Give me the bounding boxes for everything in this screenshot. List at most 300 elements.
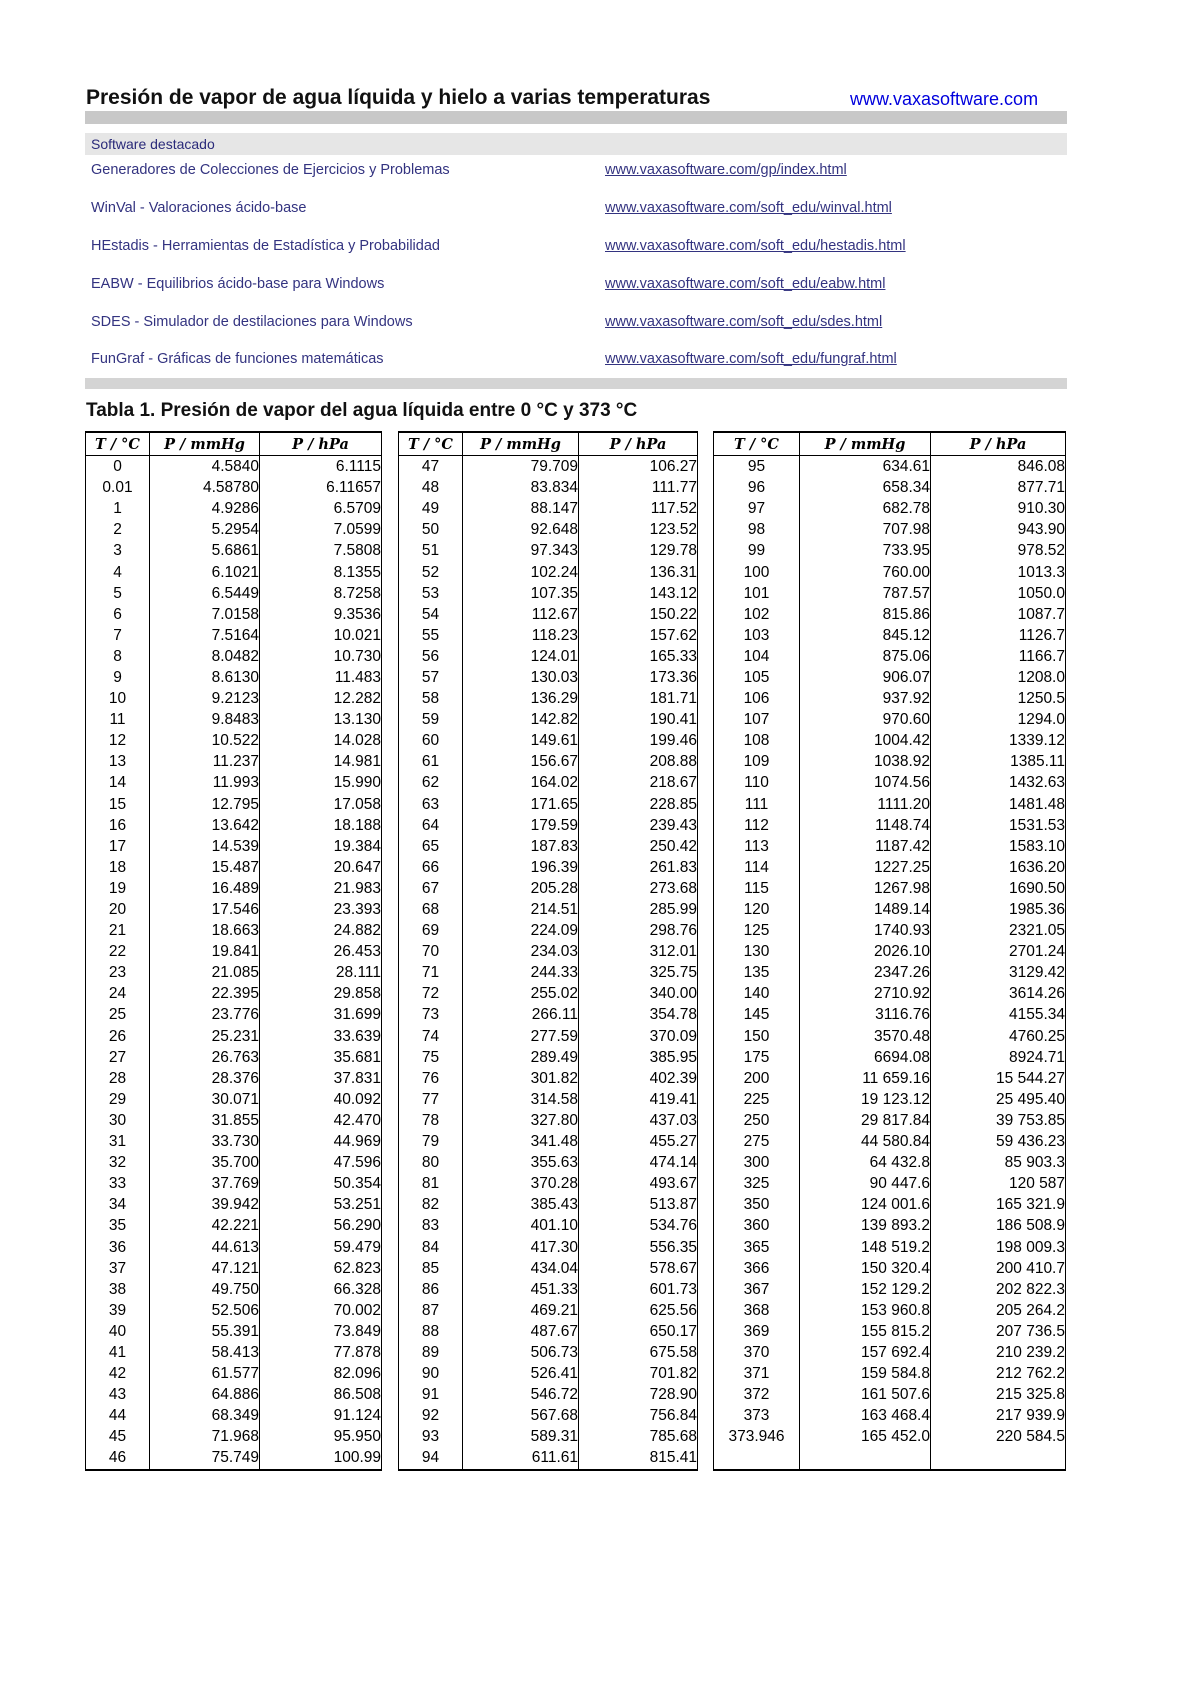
cell-pressure-mmhg: 341.48: [463, 1131, 579, 1152]
cell-pressure-hpa: 6.1115: [260, 456, 382, 478]
cell-temperature: 78: [399, 1110, 463, 1131]
table-row: [714, 1342, 1066, 1363]
cell-pressure-hpa: 40.092: [260, 1089, 382, 1110]
table-row: [86, 1258, 382, 1279]
cell-temperature: 69: [399, 920, 463, 941]
table-row: [399, 1173, 698, 1194]
cell-pressure-hpa: 215 325.8: [931, 1384, 1066, 1405]
cell-pressure-mmhg: 102.24: [463, 561, 579, 582]
cell-temperature: 83: [399, 1215, 463, 1236]
table-row: [86, 688, 382, 709]
featured-heading-label: Software destacado: [91, 136, 215, 152]
cell-pressure-hpa: 474.14: [579, 1152, 698, 1173]
cell-temperature: 72: [399, 983, 463, 1004]
cell-pressure-hpa: 1126.7: [931, 625, 1066, 646]
cell-pressure-hpa: 198 009.3: [931, 1236, 1066, 1257]
cell-pressure-hpa: 73.849: [260, 1321, 382, 1342]
cell-pressure-hpa: 10.021: [260, 625, 382, 646]
cell-pressure-mmhg: 107.35: [463, 583, 579, 604]
cell-temperature: 10: [86, 688, 150, 709]
cell-pressure-mmhg: 4.5840: [150, 456, 260, 478]
cell-pressure-hpa: 157.62: [579, 625, 698, 646]
cell-pressure-hpa: 10.730: [260, 646, 382, 667]
cell-pressure-hpa: 42.470: [260, 1110, 382, 1131]
cell-temperature: 17: [86, 836, 150, 857]
cell-temperature: 32: [86, 1152, 150, 1173]
cell-pressure-mmhg: 25.231: [150, 1026, 260, 1047]
cell-pressure-hpa: 33.639: [260, 1026, 382, 1047]
cell-temperature: 350: [714, 1194, 800, 1215]
table-row: [86, 857, 382, 878]
table-row: [399, 625, 698, 646]
cell-temperature: 44: [86, 1405, 150, 1426]
table-row: [714, 604, 1066, 625]
cell-temperature: 31: [86, 1131, 150, 1152]
table-row: [86, 561, 382, 582]
cell-temperature: 99: [714, 540, 800, 561]
cell-temperature: 367: [714, 1279, 800, 1300]
cell-pressure-mmhg: 139 893.2: [800, 1215, 931, 1236]
cell-pressure-mmhg: 83.834: [463, 477, 579, 498]
featured-item-link[interactable]: www.vaxasoftware.com/soft_edu/eabw.html: [605, 276, 886, 292]
cell-pressure-mmhg: 44.613: [150, 1236, 260, 1257]
cell-pressure-mmhg: 42.221: [150, 1215, 260, 1236]
table-row: [86, 1405, 382, 1426]
cell-pressure-hpa: 53.251: [260, 1194, 382, 1215]
cell-temperature: 3: [86, 540, 150, 561]
cell-pressure-hpa: 181.71: [579, 688, 698, 709]
cell-pressure-mmhg: 19 123.12: [800, 1089, 931, 1110]
cell-temperature: 50: [399, 519, 463, 540]
table-row: [86, 667, 382, 688]
cell-pressure-mmhg: 7.0158: [150, 604, 260, 625]
cell-pressure-mmhg: 10.522: [150, 730, 260, 751]
cell-temperature: 109: [714, 751, 800, 772]
cell-pressure-mmhg: 90 447.6: [800, 1173, 931, 1194]
cell-pressure-mmhg: 52.506: [150, 1300, 260, 1321]
cell-pressure-mmhg: 401.10: [463, 1215, 579, 1236]
cell-temperature: 111: [714, 794, 800, 815]
cell-pressure-hpa: 910.30: [931, 498, 1066, 519]
table-row: [399, 1026, 698, 1047]
cell-temperature: 73: [399, 1004, 463, 1025]
cell-pressure-mmhg: 314.58: [463, 1089, 579, 1110]
cell-pressure-hpa: 202 822.3: [931, 1279, 1066, 1300]
col-header-hpa: P / hPa: [931, 432, 1066, 456]
cell-temperature: 19: [86, 878, 150, 899]
site-link[interactable]: www.vaxasoftware.com: [850, 89, 1039, 109]
table-row: [714, 1152, 1066, 1173]
table-row: [86, 1426, 382, 1447]
cell-temperature: 45: [86, 1426, 150, 1447]
cell-temperature: 34: [86, 1194, 150, 1215]
cell-temperature: 200: [714, 1068, 800, 1089]
table-row: [86, 1131, 382, 1152]
table-row: [86, 1173, 382, 1194]
col-header-hpa: P / hPa: [260, 432, 382, 456]
table-row: [714, 1110, 1066, 1131]
table-row: [86, 1152, 382, 1173]
cell-temperature: 115: [714, 878, 800, 899]
table-row: [714, 1089, 1066, 1110]
table-row: [714, 1258, 1066, 1279]
table-row: [86, 815, 382, 836]
cell-pressure-hpa: 200 410.7: [931, 1258, 1066, 1279]
cell-temperature: 9: [86, 667, 150, 688]
cell-temperature: 107: [714, 709, 800, 730]
cell-pressure-mmhg: 11.993: [150, 772, 260, 793]
cell-pressure-mmhg: 2710.92: [800, 983, 931, 1004]
cell-pressure-hpa: 111.77: [579, 477, 698, 498]
cell-pressure-hpa: 95.950: [260, 1426, 382, 1447]
table-row: [714, 1215, 1066, 1236]
cell-temperature: 46: [86, 1447, 150, 1469]
table-row: [714, 1047, 1066, 1068]
table-row: [399, 498, 698, 519]
cell-temperature: 7: [86, 625, 150, 646]
cell-temperature: 2: [86, 519, 150, 540]
cell-pressure-mmhg: 157 692.4: [800, 1342, 931, 1363]
cell-pressure-hpa: 312.01: [579, 941, 698, 962]
cell-pressure-mmhg: 33.730: [150, 1131, 260, 1152]
cell-pressure-mmhg: 179.59: [463, 815, 579, 836]
cell-pressure-hpa: 756.84: [579, 1405, 698, 1426]
cell-temperature: 63: [399, 794, 463, 815]
cell-temperature: 5: [86, 583, 150, 604]
cell-pressure-hpa: 578.67: [579, 1258, 698, 1279]
cell-pressure-mmhg: 18.663: [150, 920, 260, 941]
cell-temperature: 80: [399, 1152, 463, 1173]
cell-pressure-mmhg: 5.2954: [150, 519, 260, 540]
cell-pressure-hpa: 534.76: [579, 1215, 698, 1236]
cell-pressure-hpa: 978.52: [931, 540, 1066, 561]
cell-temperature: 84: [399, 1236, 463, 1257]
cell-pressure-hpa: 273.68: [579, 878, 698, 899]
cell-pressure-hpa: 50.354: [260, 1173, 382, 1194]
cell-temperature: 51: [399, 540, 463, 561]
cell-temperature: 6: [86, 604, 150, 625]
cell-pressure-mmhg: 6694.08: [800, 1047, 931, 1068]
cell-pressure-mmhg: 21.085: [150, 962, 260, 983]
table-row: [399, 1258, 698, 1279]
table-row: [399, 1194, 698, 1215]
cell-pressure-mmhg: 634.61: [800, 456, 931, 478]
table-row: [399, 878, 698, 899]
cell-temperature: 70: [399, 941, 463, 962]
table-row: [399, 540, 698, 561]
table-row: [399, 1279, 698, 1300]
cell-temperature: 371: [714, 1363, 800, 1384]
cell-temperature: 8: [86, 646, 150, 667]
cell-pressure-hpa: 100.99: [260, 1447, 382, 1469]
cell-pressure-hpa: 701.82: [579, 1363, 698, 1384]
cell-temperature: 11: [86, 709, 150, 730]
cell-pressure-hpa: 370.09: [579, 1026, 698, 1047]
cell-temperature: 23: [86, 962, 150, 983]
cell-pressure-hpa: 129.78: [579, 540, 698, 561]
cell-pressure-mmhg: 546.72: [463, 1384, 579, 1405]
cell-pressure-mmhg: 75.749: [150, 1447, 260, 1469]
table-row: [399, 794, 698, 815]
cell-pressure-mmhg: 30.071: [150, 1089, 260, 1110]
cell-pressure-hpa: 186 508.9: [931, 1215, 1066, 1236]
cell-pressure-hpa: 1531.53: [931, 815, 1066, 836]
cell-pressure-hpa: 1166.7: [931, 646, 1066, 667]
cell-pressure-mmhg: 289.49: [463, 1047, 579, 1068]
cell-pressure-hpa: 199.46: [579, 730, 698, 751]
cell-pressure-mmhg: 1740.93: [800, 920, 931, 941]
cell-pressure-mmhg: 11.237: [150, 751, 260, 772]
cell-pressure-hpa: 25 495.40: [931, 1089, 1066, 1110]
cell-pressure-hpa: 82.096: [260, 1363, 382, 1384]
table-row: [399, 1131, 698, 1152]
cell-temperature: 60: [399, 730, 463, 751]
cell-pressure-hpa: [931, 1447, 1066, 1469]
table-row: [399, 772, 698, 793]
cell-pressure-hpa: 17.058: [260, 794, 382, 815]
cell-pressure-mmhg: 469.21: [463, 1300, 579, 1321]
cell-pressure-hpa: 14.028: [260, 730, 382, 751]
cell-temperature: 29: [86, 1089, 150, 1110]
col-header-mmhg: P / mmHg: [463, 432, 579, 456]
cell-pressure-mmhg: 506.73: [463, 1342, 579, 1363]
table-row: [86, 1004, 382, 1025]
cell-temperature: 62: [399, 772, 463, 793]
cell-pressure-hpa: 650.17: [579, 1321, 698, 1342]
table-row: [86, 604, 382, 625]
cell-pressure-mmhg: 9.2123: [150, 688, 260, 709]
cell-temperature: 373: [714, 1405, 800, 1426]
cell-pressure-mmhg: 136.29: [463, 688, 579, 709]
cell-temperature: 369: [714, 1321, 800, 1342]
cell-pressure-mmhg: 3116.76: [800, 1004, 931, 1025]
featured-item-name: EABW - Equilibrios ácido-base para Windows: [91, 276, 385, 292]
cell-temperature: 373.946: [714, 1426, 800, 1447]
table-row: [714, 498, 1066, 519]
featured-item: [91, 162, 1067, 182]
table-row: [714, 751, 1066, 772]
cell-pressure-hpa: 601.73: [579, 1279, 698, 1300]
cell-pressure-mmhg: 196.39: [463, 857, 579, 878]
cell-temperature: 21: [86, 920, 150, 941]
cell-temperature: 58: [399, 688, 463, 709]
cell-pressure-mmhg: [800, 1447, 931, 1469]
cell-pressure-hpa: 8924.71: [931, 1047, 1066, 1068]
cell-pressure-mmhg: 8.0482: [150, 646, 260, 667]
cell-temperature: 49: [399, 498, 463, 519]
table-row: [399, 667, 698, 688]
table-row: [714, 1173, 1066, 1194]
bottom-divider-bar: [85, 378, 1067, 389]
cell-temperature: 102: [714, 604, 800, 625]
table-row: [714, 646, 1066, 667]
table-row: [86, 646, 382, 667]
cell-pressure-hpa: 39 753.85: [931, 1110, 1066, 1131]
table-row: [714, 477, 1066, 498]
table-row: [86, 1321, 382, 1342]
cell-pressure-mmhg: 266.11: [463, 1004, 579, 1025]
cell-pressure-mmhg: 187.83: [463, 836, 579, 857]
cell-pressure-hpa: 23.393: [260, 899, 382, 920]
cell-pressure-mmhg: 130.03: [463, 667, 579, 688]
table-row: [399, 730, 698, 751]
cell-pressure-hpa: 120 587: [931, 1173, 1066, 1194]
cell-temperature: 108: [714, 730, 800, 751]
cell-temperature: 57: [399, 667, 463, 688]
cell-pressure-mmhg: 733.95: [800, 540, 931, 561]
cell-pressure-mmhg: 658.34: [800, 477, 931, 498]
cell-pressure-hpa: 513.87: [579, 1194, 698, 1215]
cell-pressure-hpa: 1087.7: [931, 604, 1066, 625]
cell-pressure-hpa: 165 321.9: [931, 1194, 1066, 1215]
table-row: [86, 1300, 382, 1321]
cell-pressure-hpa: 437.03: [579, 1110, 698, 1131]
table-row: [399, 1384, 698, 1405]
cell-temperature: 101: [714, 583, 800, 604]
cell-pressure-mmhg: 17.546: [150, 899, 260, 920]
cell-pressure-mmhg: 370.28: [463, 1173, 579, 1194]
featured-item-link[interactable]: www.vaxasoftware.com/soft_edu/hestadis.html: [605, 238, 906, 254]
featured-item-link[interactable]: www.vaxasoftware.com/soft_edu/winval.html: [605, 200, 892, 216]
cell-pressure-mmhg: 150 320.4: [800, 1258, 931, 1279]
cell-pressure-mmhg: 153 960.8: [800, 1300, 931, 1321]
table-row: [714, 899, 1066, 920]
cell-pressure-mmhg: 22.395: [150, 983, 260, 1004]
cell-pressure-mmhg: 8.6130: [150, 667, 260, 688]
cell-pressure-mmhg: 3570.48: [800, 1026, 931, 1047]
cell-pressure-mmhg: 124.01: [463, 646, 579, 667]
cell-temperature: 88: [399, 1321, 463, 1342]
table-row: [86, 751, 382, 772]
cell-pressure-hpa: 12.282: [260, 688, 382, 709]
cell-temperature: 86: [399, 1279, 463, 1300]
cell-temperature: 175: [714, 1047, 800, 1068]
featured-item-link[interactable]: www.vaxasoftware.com/soft_edu/sdes.html: [605, 314, 883, 330]
cell-temperature: 67: [399, 878, 463, 899]
table-row: [714, 519, 1066, 540]
cell-pressure-mmhg: 6.5449: [150, 583, 260, 604]
cell-temperature: 96: [714, 477, 800, 498]
cell-temperature: 71: [399, 962, 463, 983]
cell-temperature: 95: [714, 456, 800, 478]
cell-temperature: 77: [399, 1089, 463, 1110]
cell-pressure-mmhg: 760.00: [800, 561, 931, 582]
cell-temperature: 120: [714, 899, 800, 920]
cell-pressure-mmhg: 906.07: [800, 667, 931, 688]
cell-pressure-hpa: 15.990: [260, 772, 382, 793]
cell-temperature: 0.01: [86, 477, 150, 498]
cell-pressure-hpa: 8.7258: [260, 583, 382, 604]
cell-temperature: 36: [86, 1236, 150, 1257]
cell-temperature: 113: [714, 836, 800, 857]
table-row: [399, 1110, 698, 1131]
cell-pressure-mmhg: 26.763: [150, 1047, 260, 1068]
cell-pressure-mmhg: 9.8483: [150, 709, 260, 730]
cell-pressure-mmhg: 1267.98: [800, 878, 931, 899]
table-row: [86, 1447, 382, 1469]
cell-pressure-hpa: 1013.3: [931, 561, 1066, 582]
cell-pressure-mmhg: 611.61: [463, 1447, 579, 1469]
cell-pressure-mmhg: 148 519.2: [800, 1236, 931, 1257]
cell-pressure-hpa: 1636.20: [931, 857, 1066, 878]
table-row: [714, 794, 1066, 815]
cell-temperature: 59: [399, 709, 463, 730]
cell-pressure-hpa: 493.67: [579, 1173, 698, 1194]
cell-pressure-hpa: 91.124: [260, 1405, 382, 1426]
table-row: [86, 583, 382, 604]
cell-temperature: 140: [714, 983, 800, 1004]
cell-pressure-hpa: 136.31: [579, 561, 698, 582]
table-row: [86, 772, 382, 793]
cell-pressure-hpa: 728.90: [579, 1384, 698, 1405]
featured-item-link[interactable]: www.vaxasoftware.com/gp/index.html: [605, 162, 847, 178]
cell-temperature: 104: [714, 646, 800, 667]
cell-temperature: 114: [714, 857, 800, 878]
table-row: [86, 625, 382, 646]
cell-temperature: 98: [714, 519, 800, 540]
cell-temperature: 81: [399, 1173, 463, 1194]
cell-pressure-hpa: 173.36: [579, 667, 698, 688]
featured-item-link[interactable]: www.vaxasoftware.com/soft_edu/fungraf.html: [605, 351, 897, 367]
cell-temperature: 16: [86, 815, 150, 836]
table-row: [399, 1068, 698, 1089]
cell-pressure-hpa: 239.43: [579, 815, 698, 836]
table-row: [86, 1089, 382, 1110]
table-row: [399, 1321, 698, 1342]
cell-pressure-hpa: 150.22: [579, 604, 698, 625]
cell-pressure-mmhg: 1148.74: [800, 815, 931, 836]
cell-temperature: 100: [714, 561, 800, 582]
cell-temperature: 24: [86, 983, 150, 1004]
table-row: [86, 983, 382, 1004]
featured-item-name: FunGraf - Gráficas de funciones matemáticas: [91, 351, 384, 367]
cell-pressure-hpa: 19.384: [260, 836, 382, 857]
cell-pressure-hpa: 340.00: [579, 983, 698, 1004]
table-row: [399, 815, 698, 836]
table-row: [399, 604, 698, 625]
cell-pressure-hpa: 1481.48: [931, 794, 1066, 815]
cell-pressure-hpa: 455.27: [579, 1131, 698, 1152]
vapor-pressure-table-3: [713, 431, 1066, 1471]
cell-temperature: 275: [714, 1131, 800, 1152]
cell-pressure-hpa: 205 264.2: [931, 1300, 1066, 1321]
cell-pressure-mmhg: 15.487: [150, 857, 260, 878]
cell-temperature: 145: [714, 1004, 800, 1025]
table-row: [399, 561, 698, 582]
cell-temperature: 39: [86, 1300, 150, 1321]
cell-pressure-mmhg: 1187.42: [800, 836, 931, 857]
vapor-pressure-table-1: [85, 431, 382, 1471]
cell-pressure-mmhg: 567.68: [463, 1405, 579, 1426]
cell-pressure-hpa: 261.83: [579, 857, 698, 878]
cell-temperature: 28: [86, 1068, 150, 1089]
cell-pressure-mmhg: 205.28: [463, 878, 579, 899]
cell-pressure-mmhg: 1111.20: [800, 794, 931, 815]
table-row: [714, 878, 1066, 899]
cell-pressure-mmhg: 23.776: [150, 1004, 260, 1025]
cell-pressure-hpa: 28.111: [260, 962, 382, 983]
cell-pressure-mmhg: 79.709: [463, 456, 579, 478]
cell-temperature: 55: [399, 625, 463, 646]
cell-pressure-hpa: 29.858: [260, 983, 382, 1004]
cell-pressure-mmhg: 58.413: [150, 1342, 260, 1363]
cell-temperature: 300: [714, 1152, 800, 1173]
cell-pressure-hpa: 325.75: [579, 962, 698, 983]
cell-temperature: 225: [714, 1089, 800, 1110]
featured-item-name: SDES - Simulador de destilaciones para Windows: [91, 314, 413, 330]
cell-pressure-mmhg: 1074.56: [800, 772, 931, 793]
cell-pressure-mmhg: 434.04: [463, 1258, 579, 1279]
